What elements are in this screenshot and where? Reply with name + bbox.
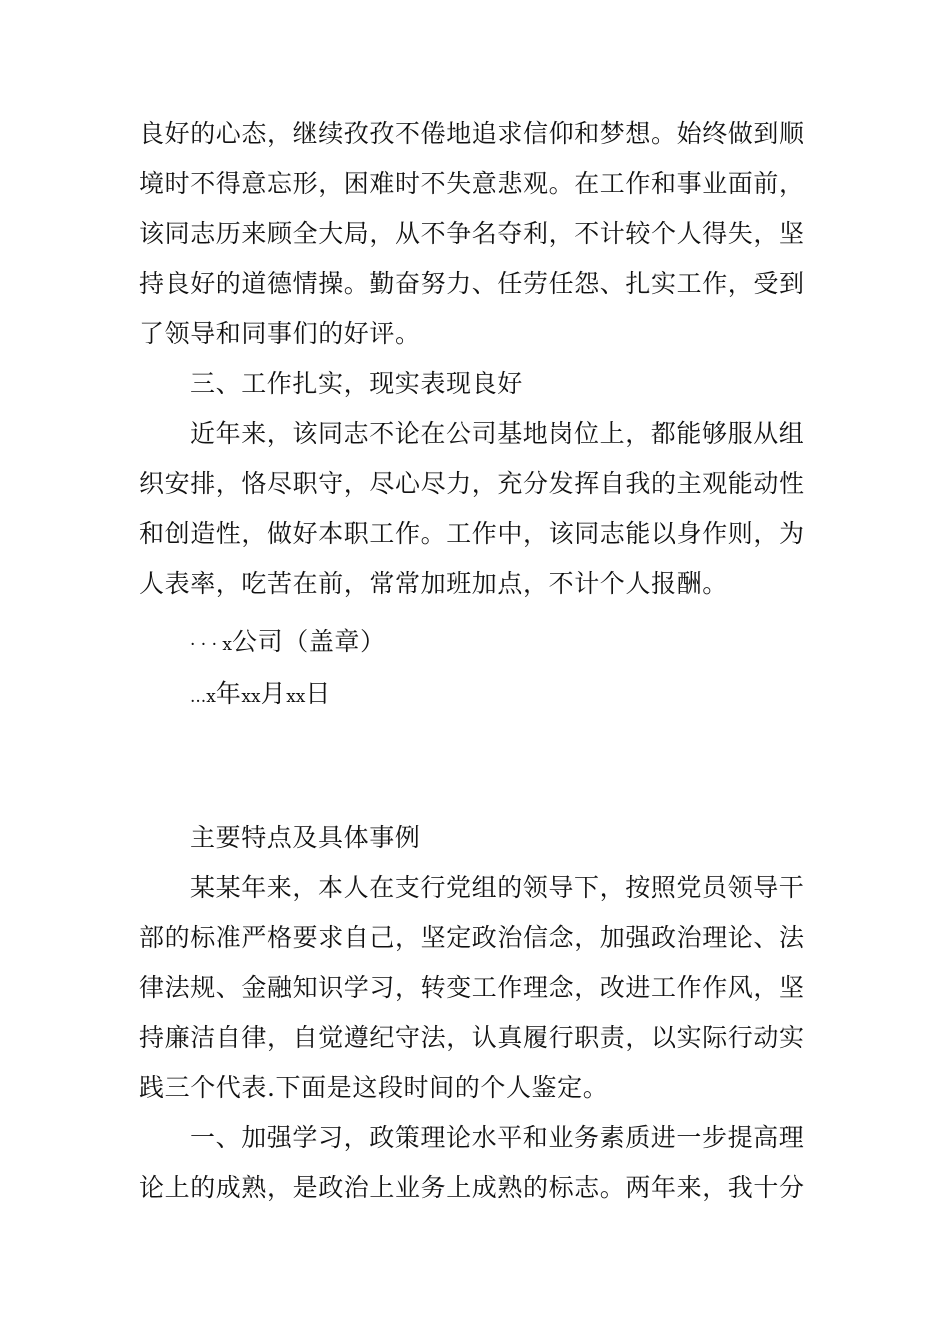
paragraph-line: 某某年来，本人在支行党组的领导下，按照党员领导干 xyxy=(190,873,805,902)
paragraph-line: 一、加强学习，政策理论水平和业务素质进一步提高理 xyxy=(190,1123,805,1152)
paragraph-line: 践三个代表.下面是这段时间的个人鉴定。 xyxy=(139,1073,609,1102)
paragraph-line: 和创造性，做好本职工作。工作中，该同志能以身作则，为 xyxy=(139,519,805,548)
paragraph-line: 了领导和同事们的好评。 xyxy=(139,319,421,348)
date-prefix: ...x xyxy=(190,687,216,707)
company-name: 公司（盖章） xyxy=(232,627,386,656)
date-line xyxy=(190,679,870,712)
date-day-value: xx xyxy=(286,687,306,707)
paragraph-line: 织安排，恪尽职守，尽心尽力，充分发挥自我的主观能动性 xyxy=(139,469,805,498)
paragraph-line: 良好的心态，继续孜孜不倦地追求信仰和梦想。始终做到顺 xyxy=(139,119,805,148)
paragraph-line: 境时不得意忘形，困难时不失意悲观。在工作和事业面前， xyxy=(139,169,805,198)
company-prefix: · · · x xyxy=(190,635,233,655)
paragraph-line: 近年来，该同志不论在公司基地岗位上，都能够服从组 xyxy=(190,419,805,448)
paragraph-line: 该同志历来顾全大局，从不争名夺利，不计较个人得失，坚 xyxy=(139,219,805,248)
company-seal-line xyxy=(190,627,870,660)
paragraph-line: 持廉洁自律，自觉遵纪守法，认真履行职责，以实际行动实 xyxy=(139,1023,805,1052)
date-day: 日 xyxy=(305,679,332,708)
date-year: 年 xyxy=(215,679,242,708)
section-heading: 主要特点及具体事例 xyxy=(190,823,421,852)
date-month: 月 xyxy=(260,679,287,708)
paragraph-line: 人表率，吃苦在前，常常加班加点，不计个人报酬。 xyxy=(139,569,728,598)
paragraph-line: 论上的成熟，是政治上业务上成熟的标志。两年来，我十分 xyxy=(139,1173,805,1202)
section-heading: 三、工作扎实，现实表现良好 xyxy=(190,369,523,398)
paragraph-line: 部的标准严格要求自己，坚定政治信念，加强政治理论、法 xyxy=(139,923,805,952)
paragraph-line: 律法规、金融知识学习，转变工作理念，改进工作作风，坚 xyxy=(139,973,805,1002)
paragraph-line: 持良好的道德情操。勤奋努力、任劳任怨、扎实工作，受到 xyxy=(139,269,805,298)
date-month-value: xx xyxy=(241,687,261,707)
